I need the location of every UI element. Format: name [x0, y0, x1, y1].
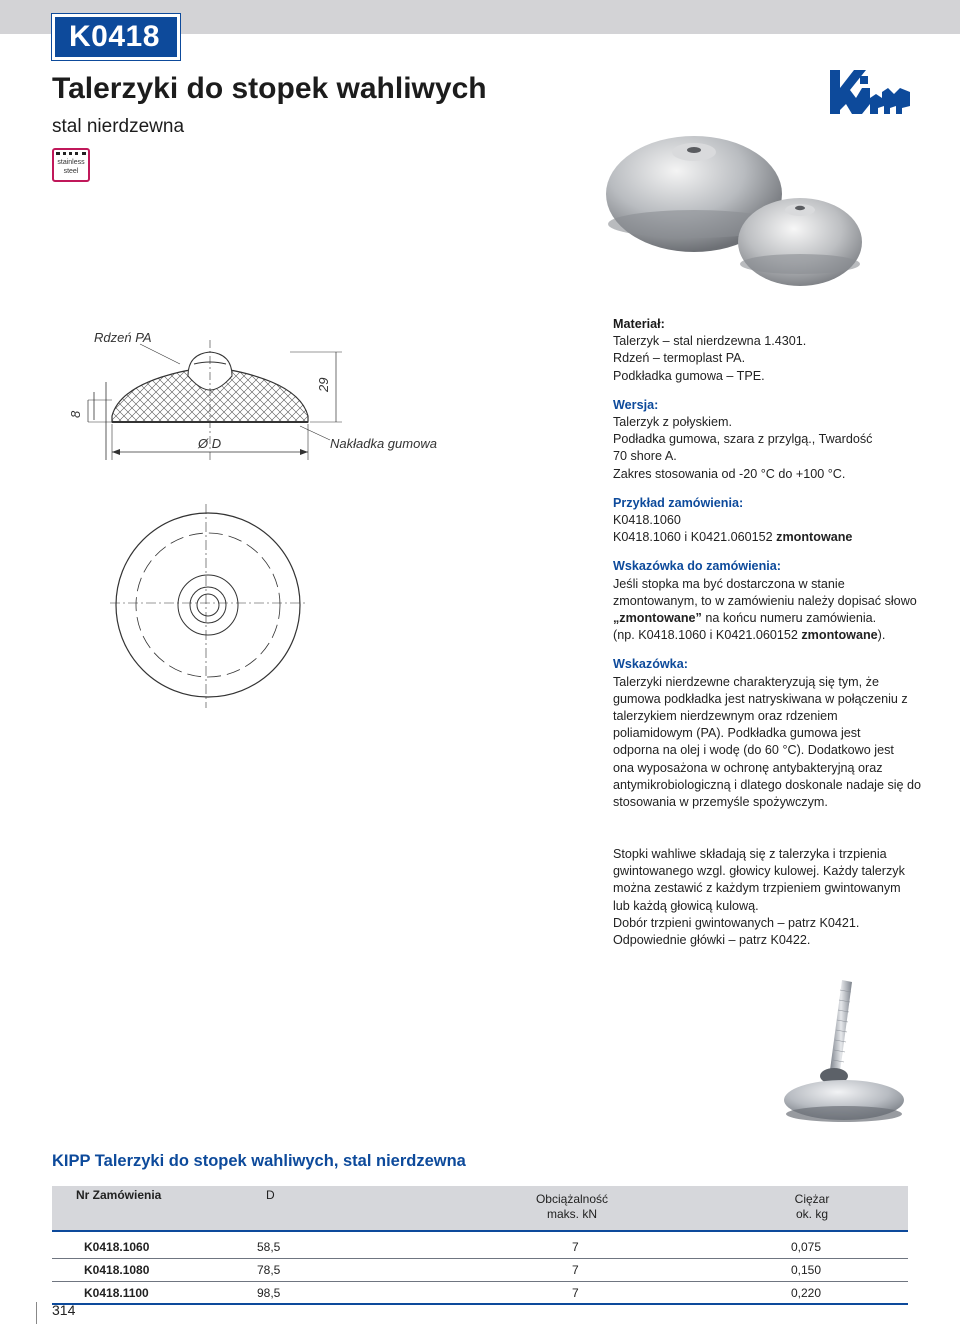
- order-note-bold: zmontowane: [801, 628, 878, 643]
- order-note-rest: na końcu numeru zamówienia.: [701, 611, 877, 626]
- label-height-rim: 8: [68, 410, 83, 418]
- order-example-bold: zmontowane: [776, 530, 853, 545]
- col-diameter: D: [266, 1188, 275, 1202]
- assembly-line: Dobór trzpieni gwintowanych – patrz K0421.: [613, 915, 860, 930]
- order-note-suffix: ).: [877, 628, 886, 643]
- leveling-foot-photo: [780, 976, 912, 1128]
- note-line: gumowa podkładka jest natryskiwana w połączeniu z: [613, 691, 908, 706]
- order-example-prefix: K0418.1060 i K0421.060152: [613, 530, 777, 545]
- order-note-line: [613, 627, 933, 644]
- cell-diameter: 58,5: [257, 1240, 281, 1254]
- version-section: [613, 397, 933, 483]
- material-section: [613, 316, 933, 385]
- version-heading: Wersja:: [613, 397, 659, 412]
- label-pad: Nakładka gumowa: [330, 436, 437, 451]
- order-note-line: zmontowanym, to w zamówieniu należy dopisać słowo: [613, 593, 917, 608]
- note-line: antymikrobiologiczną i dlatego doskonale nadaje się do: [613, 777, 922, 792]
- version-line: 70 shore A.: [613, 449, 677, 464]
- note-line: ona wyposażona w ochronę antybakteryjną oraz: [613, 760, 883, 775]
- product-table: [52, 1186, 908, 1305]
- assembly-line: można zestawić z każdym trzpieniem gwintowanym: [613, 881, 901, 896]
- technical-drawing: [60, 320, 437, 720]
- table-header: [52, 1186, 908, 1232]
- table-row: [52, 1236, 908, 1259]
- cell-load: 7: [572, 1263, 579, 1277]
- col-weight: [782, 1192, 842, 1222]
- cell-order: K0418.1100: [84, 1286, 149, 1300]
- material-line: Rdzeń – termoplast PA.: [613, 351, 746, 366]
- cell-order: K0418.1080: [84, 1263, 150, 1277]
- label-core: Rdzeń PA: [94, 330, 152, 345]
- cell-order: K0418.1060: [84, 1240, 150, 1254]
- order-example-line: K0418.1060: [613, 513, 681, 528]
- assembly-line: lub każdą głowicą kulową.: [613, 898, 759, 913]
- col-load-line-1: Obciążalność: [535, 1192, 609, 1206]
- kipp-logo: [826, 62, 916, 124]
- material-line: Talerzyk – stal nierdzewna 1.4301.: [613, 334, 807, 349]
- badge-line-1: stainless: [57, 159, 85, 166]
- table-row: [52, 1259, 908, 1282]
- label-diameter: Ø D: [198, 436, 222, 451]
- page-number: 314: [52, 1302, 76, 1318]
- table-row: [52, 1282, 908, 1305]
- col-weight-line-1: Ciężar: [794, 1192, 830, 1206]
- cell-weight: 0,075: [791, 1240, 822, 1254]
- note-line: talerzykiem nierdzewnym oraz rdzeniem: [613, 709, 838, 724]
- info-column: [613, 316, 933, 823]
- order-note-section: [613, 558, 933, 644]
- product-code: K0418: [52, 14, 180, 60]
- version-line: Podładka gumowa, szara z przylgą., Twardość: [613, 432, 873, 447]
- order-note-prefix: (np. K0418.1060 i K0421.060152: [613, 628, 802, 643]
- badge-line-2: steel: [63, 168, 79, 175]
- cell-weight: 0,220: [791, 1286, 822, 1300]
- material-heading: Materiał:: [613, 317, 665, 331]
- version-line: Talerzyk z połyskiem.: [613, 415, 732, 430]
- product-photo: [604, 124, 870, 290]
- page-number-rule: [36, 1302, 37, 1324]
- cell-load: 7: [572, 1286, 579, 1300]
- page-title: Talerzyki do stopek wahliwych: [52, 72, 487, 105]
- col-load-line-2: maks. kN: [546, 1207, 597, 1221]
- note-line: odporna na olej i wodę (do 60 °C). Dodatkowo jest: [613, 743, 894, 758]
- col-load: [522, 1192, 622, 1222]
- col-order-number: Nr Zamówienia: [76, 1188, 162, 1202]
- note-line: poliamidowym (PA). Podkładka gumowa jest: [613, 726, 861, 741]
- order-note-heading: Wskazówka do zamówienia:: [613, 559, 781, 574]
- stainless-steel-badge: [52, 148, 90, 182]
- material-line: Podkładka gumowa – TPE.: [613, 368, 765, 383]
- note-section: [613, 656, 933, 811]
- note-line: stosowania w przemyśle spożywczym.: [613, 795, 828, 810]
- order-note-bold: „zmontowane”: [613, 611, 702, 626]
- order-note-line: Jeśli stopka ma być dostarczona w stanie: [613, 576, 845, 591]
- cell-load: 7: [572, 1240, 579, 1254]
- assembly-note: [613, 846, 933, 949]
- assembly-line: Odpowiednie główki – patrz K0422.: [613, 933, 811, 948]
- order-example-section: [613, 495, 933, 547]
- assembly-line: Stopki wahliwe składają się z talerzyka i trzpienia: [613, 847, 887, 861]
- order-example-heading: Przykład zamówienia:: [613, 495, 744, 510]
- cell-weight: 0,150: [791, 1263, 822, 1277]
- note-line: Talerzyki nierdzewne charakteryzują się tym, że: [613, 674, 879, 689]
- cell-diameter: 78,5: [257, 1263, 281, 1277]
- version-line: Zakres stosowania od -20 °C do +100 °C.: [613, 466, 846, 481]
- order-note-line: [613, 610, 933, 627]
- table-title: KIPP Talerzyki do stopek wahliwych, stal nierdzewna: [52, 1152, 466, 1170]
- cell-diameter: 98,5: [257, 1286, 281, 1300]
- assembly-line: gwintowanego wzgl. głowicy kulowej. Każdy talerzyk: [613, 864, 905, 879]
- badge-dots: [56, 152, 86, 155]
- page-subtitle: stal nierdzewna: [52, 116, 185, 137]
- label-height-total: 29: [316, 377, 331, 392]
- order-example-line: [613, 529, 933, 546]
- note-heading: Wskazówka:: [613, 657, 688, 672]
- col-weight-line-2: ok. kg: [795, 1207, 828, 1221]
